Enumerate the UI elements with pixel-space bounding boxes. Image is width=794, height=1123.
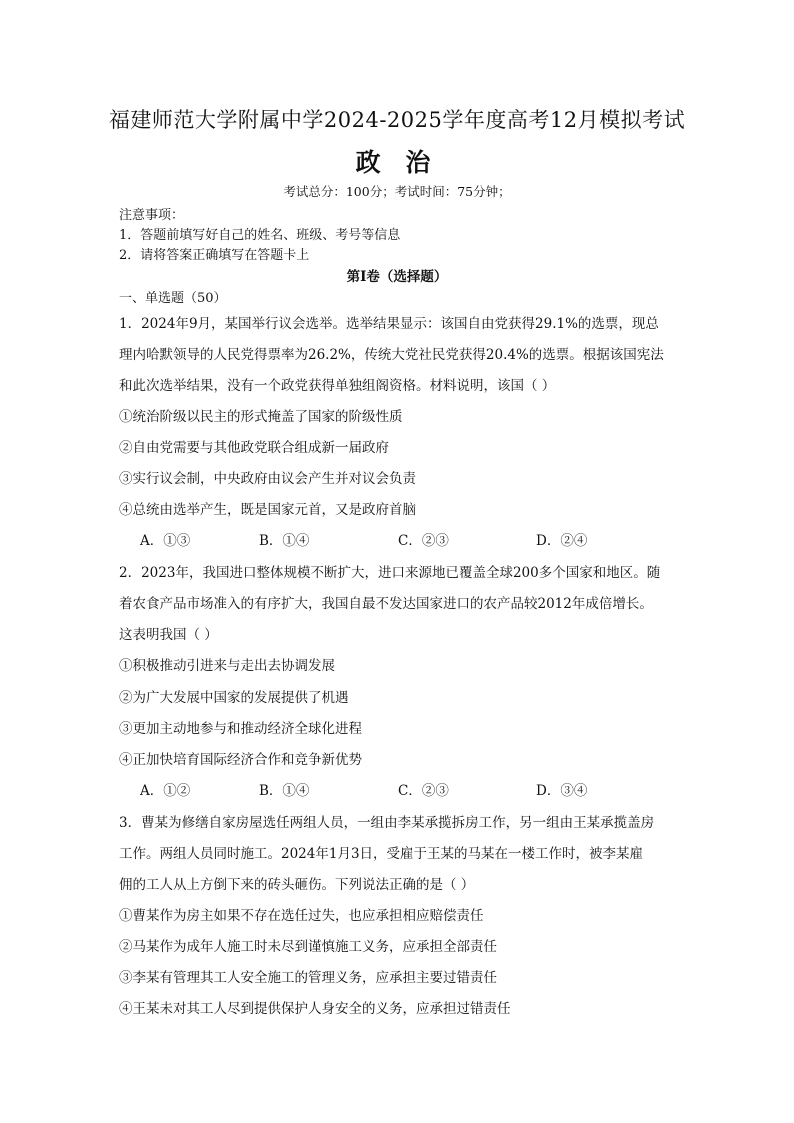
q1-option-d: D．②④ <box>536 533 588 549</box>
q3-stem-line: 佣的工人从上方倒下来的砖头砸伤。下列说法正确的是（ ） <box>119 877 475 893</box>
q3-statement: ④王某未对其工人尽到提供保护人身安全的义务，应承担过错责任 <box>119 1001 511 1017</box>
q3-statement: ②马某作为成年人施工时未尽到谨慎施工义务，应承担全部责任 <box>119 939 497 955</box>
q2-option-a: A．①② <box>140 783 191 799</box>
question-type-heading: 一、单选题（50） <box>119 291 227 306</box>
q2-stem-line: 着农食产品市场准入的有序扩大，我国自最不发达国家进口的农产品较2012年成倍增长。 <box>119 596 653 612</box>
q2-stem-line: 2．2023年，我国进口整体规模不断扩大，进口来源地已覆盖全球200多个国家和地区。随 <box>119 565 661 581</box>
q1-statement: ②自由党需要与其他政党联合组成新一届政府 <box>119 440 389 456</box>
q3-stem-line: 3．曹某为修缮自家房屋选任两组人员，一组由李某承揽拆房工作，另一组由王某承揽盖房 <box>119 815 655 831</box>
note-item: 1．答题前填写好自己的姓名、班级、考号等信息 <box>119 228 401 243</box>
q1-stem-line: 理内哈默领导的人民党得票率为26.2%，传统大党社民党获得20.4%的选票。根据该国宪法 <box>119 347 664 363</box>
q2-option-c: C．②③ <box>398 783 449 799</box>
section-heading: 第I卷（选择题） <box>346 269 448 285</box>
q3-statement: ③李某有管理其工人安全施工的管理义务，应承担主要过错责任 <box>119 970 497 986</box>
notes-heading: 注意事项： <box>119 208 185 223</box>
q1-option-b: B．①④ <box>259 533 310 549</box>
q3-statement: ①曹某作为房主如果不存在选任过失，也应承担相应赔偿责任 <box>119 908 484 924</box>
q1-stem-line: 1．2024年9月，某国举行议会选举。选举结果显示：该国自由党获得29.1%的选票，现总 <box>119 316 659 332</box>
q1-option-a: A．①③ <box>140 533 191 549</box>
q2-stem-line: 这表明我国（ ） <box>119 627 218 643</box>
exam-info: 考试总分：100分；考试时间：75分钟； <box>283 184 511 199</box>
q1-statement: ③实行议会制，中央政府由议会产生并对议会负责 <box>119 471 416 487</box>
q2-option-d: D．③④ <box>536 783 588 799</box>
q3-stem-line: 工作。两组人员同时施工。2024年1月3日，受雇于王某的马某在一楼工作时，被李某雇 <box>119 846 644 862</box>
subject-title: 政 治 <box>355 148 439 177</box>
document-title: 福建师范大学附属中学2024-2025学年度高考12月模拟考试 <box>108 108 686 132</box>
q2-option-b: B．①④ <box>259 783 310 799</box>
note-item: 2．请将答案正确填写在答题卡上 <box>119 248 310 263</box>
q1-statement: ④总统由选举产生，既是国家元首，又是政府首脑 <box>119 502 416 518</box>
q1-statement: ①统治阶级以民主的形式掩盖了国家的阶级性质 <box>119 409 403 425</box>
q2-statement: ①积极推动引进来与走出去协调发展 <box>119 658 335 674</box>
q1-stem-line: 和此次选举结果，没有一个政党获得单独组阁资格。材料说明，该国（ ） <box>119 378 556 394</box>
q1-option-c: C．②③ <box>398 533 449 549</box>
q2-statement: ③更加主动地参与和推动经济全球化进程 <box>119 721 362 737</box>
q2-statement: ②为广大发展中国家的发展提供了机遇 <box>119 690 349 706</box>
q2-statement: ④正加快培育国际经济合作和竞争新优势 <box>119 752 362 768</box>
